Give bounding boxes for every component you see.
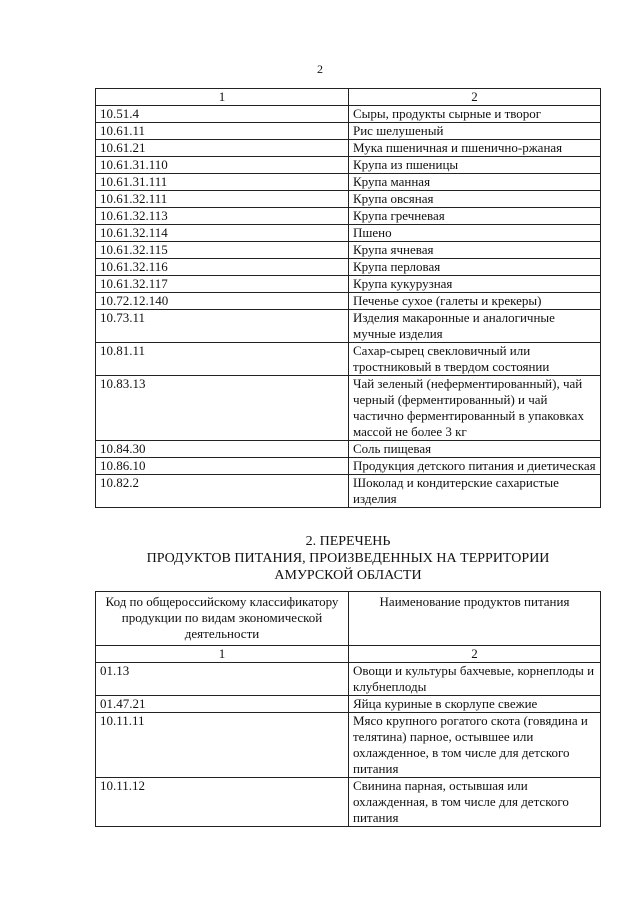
product-name: Чай зеленый (неферментированный), чай черный (ферментированный) и чай частично ферментированный в упаковках массой не более 3 кг	[349, 376, 601, 441]
table-row	[96, 259, 601, 276]
okved-code: 10.61.31.110	[96, 157, 349, 174]
table-row	[96, 242, 601, 259]
okved-code: 01.47.21	[96, 696, 349, 713]
table-row	[96, 663, 601, 696]
table-row	[96, 713, 601, 778]
product-name: Рис шелушеный	[349, 123, 601, 140]
table-row	[96, 696, 601, 713]
code-column-header: Код по общероссийскому классификатору продукции по видам экономической деятельности	[96, 592, 349, 646]
product-name: Шоколад и кондитерские сахаристые изделия	[349, 475, 601, 508]
column-2-number: 2	[349, 646, 601, 663]
section-title-line: АМУРСКОЙ ОБЛАСТИ	[274, 568, 422, 583]
section-title-line: 2. ПЕРЕЧЕНЬ	[305, 534, 391, 549]
product-name: Крупа манная	[349, 174, 601, 191]
okved-code: 10.61.32.111	[96, 191, 349, 208]
product-name: Свинина парная, остывшая или охлажденная, в том числе для детского питания	[349, 778, 601, 827]
table-row	[96, 106, 601, 123]
product-name: Печенье сухое (галеты и крекеры)	[349, 293, 601, 310]
okved-code: 01.13	[96, 663, 349, 696]
section-2-title	[95, 533, 601, 584]
local-products-table	[95, 591, 601, 827]
product-name: Овощи и культуры бахчевые, корнеплоды и клубнеплоды	[349, 663, 601, 696]
table-row	[96, 123, 601, 140]
product-name: Крупа из пшеницы	[349, 157, 601, 174]
table-row	[96, 310, 601, 343]
table-row	[96, 778, 601, 827]
product-name: Пшено	[349, 225, 601, 242]
product-name: Крупа овсяная	[349, 191, 601, 208]
okved-code: 10.61.31.111	[96, 174, 349, 191]
product-name: Крупа перловая	[349, 259, 601, 276]
table-row	[96, 376, 601, 441]
product-name: Яйца куриные в скорлупе свежие	[349, 696, 601, 713]
page-number: 2	[317, 62, 323, 76]
okved-code: 10.61.11	[96, 123, 349, 140]
okved-code: 10.81.11	[96, 343, 349, 376]
okved-code: 10.73.11	[96, 310, 349, 343]
product-name: Продукция детского питания и диетическая	[349, 458, 601, 475]
table-row	[96, 140, 601, 157]
table-row	[96, 157, 601, 174]
table-row	[96, 208, 601, 225]
okved-code: 10.61.32.113	[96, 208, 349, 225]
okved-code: 10.61.32.114	[96, 225, 349, 242]
table-header-number-row	[96, 646, 601, 663]
table-header-row	[96, 592, 601, 646]
column-2-number: 2	[349, 89, 601, 106]
okved-code: 10.11.11	[96, 713, 349, 778]
okved-code: 10.61.21	[96, 140, 349, 157]
okved-code: 10.61.32.115	[96, 242, 349, 259]
column-1-number: 1	[96, 646, 349, 663]
product-name: Мука пшеничная и пшенично-ржаная	[349, 140, 601, 157]
product-name: Сахар-сырец свекловичный или тростниковый в твердом состоянии	[349, 343, 601, 376]
okved-code: 10.51.4	[96, 106, 349, 123]
table-row	[96, 293, 601, 310]
table-row	[96, 475, 601, 508]
table-row	[96, 191, 601, 208]
okved-code: 10.11.12	[96, 778, 349, 827]
products-table-continued	[95, 88, 601, 508]
okved-code: 10.86.10	[96, 458, 349, 475]
column-1-number: 1	[96, 89, 349, 106]
table-row	[96, 225, 601, 242]
product-name: Крупа гречневая	[349, 208, 601, 225]
product-name: Мясо крупного рогатого скота (говядина и телятина) парное, остывшее или охлажденное, в том числе для детского питания	[349, 713, 601, 778]
okved-code: 10.82.2	[96, 475, 349, 508]
table-row	[96, 458, 601, 475]
product-name: Крупа ячневая	[349, 242, 601, 259]
table-row	[96, 174, 601, 191]
product-name: Крупа кукурузная	[349, 276, 601, 293]
table-row	[96, 343, 601, 376]
okved-code: 10.61.32.116	[96, 259, 349, 276]
table-header-row	[96, 89, 601, 106]
product-name: Соль пищевая	[349, 441, 601, 458]
product-name: Сыры, продукты сырные и творог	[349, 106, 601, 123]
product-name: Изделия макаронные и аналогичные мучные изделия	[349, 310, 601, 343]
okved-code: 10.84.30	[96, 441, 349, 458]
section-title-line: ПРОДУКТОВ ПИТАНИЯ, ПРОИЗВЕДЕННЫХ НА ТЕРРИТОРИИ	[146, 551, 550, 566]
table-row	[96, 276, 601, 293]
okved-code: 10.83.13	[96, 376, 349, 441]
table-row	[96, 441, 601, 458]
name-column-header: Наименование продуктов питания	[349, 592, 601, 646]
okved-code: 10.72.12.140	[96, 293, 349, 310]
okved-code: 10.61.32.117	[96, 276, 349, 293]
